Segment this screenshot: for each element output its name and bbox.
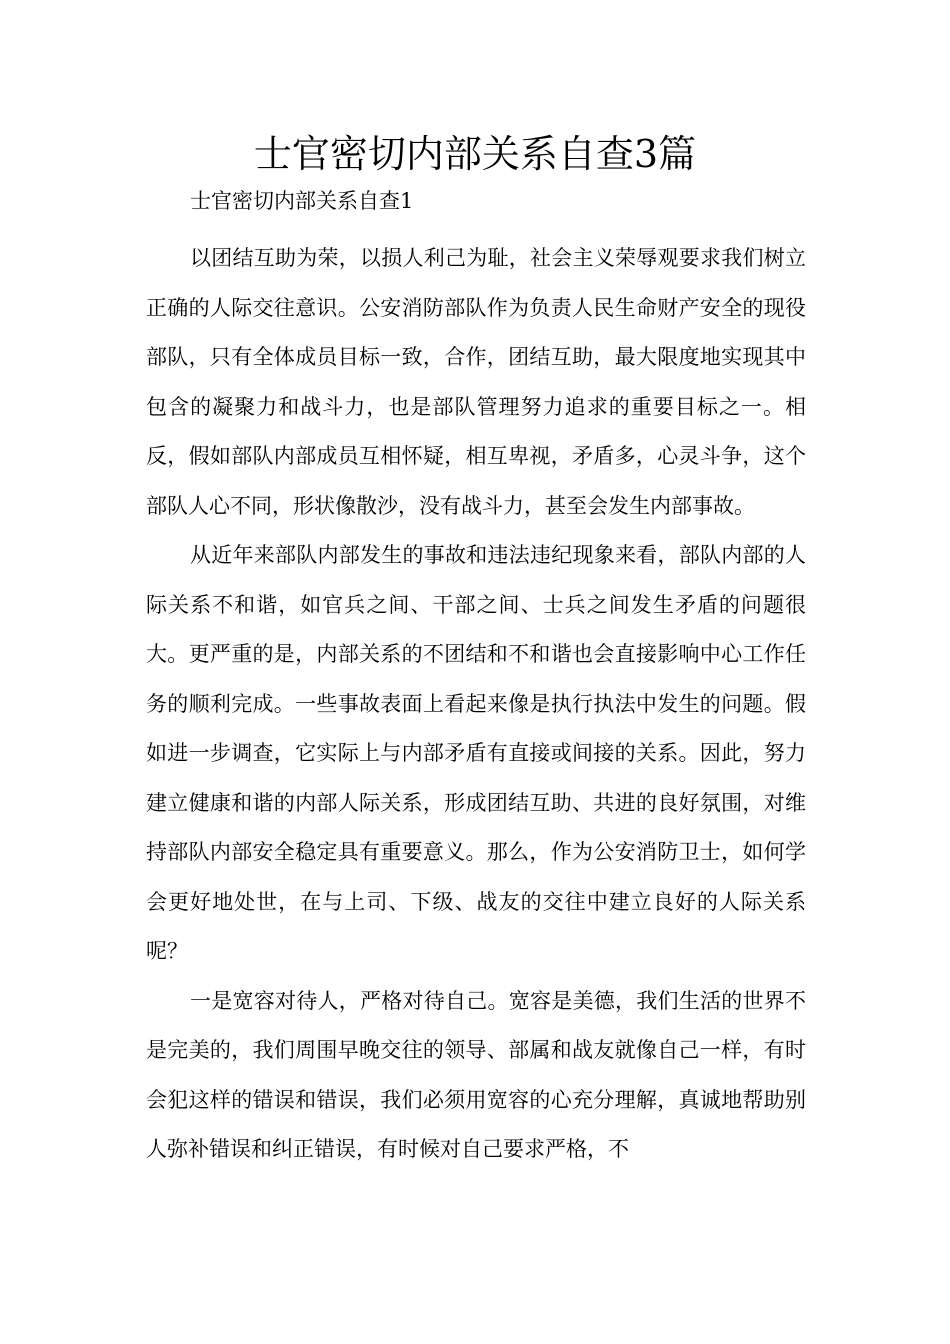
document-title: 士官密切内部关系自查3篇 <box>253 132 697 176</box>
paragraph: 一是宽容对待人，严格对待自己。宽容是美德，我们生活的世界不是完美的，我们周围早晚交往的领导、部属和战友就像自己一样，有时会犯这样的错误和错误，我们必须用宽容的心充分理解，真诚地帮助别人弥补错误和纠正错误，有时候对自己要求严格，不 <box>146 988 806 1161</box>
document-body <box>146 234 806 1175</box>
paragraph: 从近年来部队内部发生的事故和违法违纪现象来看，部队内部的人际关系不和谐，如官兵之间、干部之间、士兵之间发生矛盾的问题很大。更严重的是，内部关系的不团结和不和谐也会直接影响中心工作任务的顺利完成。一些事故表面上看起来像是执行执法中发生的问题。假如进一步调查，它实际上与内部矛盾有直接或间接的关系。因此，努力建立健康和谐的内部人际关系，形成团结互助、共进的良好氛围，对维持部队内部安全稳定具有重要意义。那么，作为公安消防卫士，如何学会更好地处世，在与上司、下级、战友的交往中建立良好的人际关系呢？ <box>146 543 806 963</box>
paragraph: 以团结互助为荣，以损人利己为耻，社会主义荣辱观要求我们树立正确的人际交往意识。公安消防部队作为负责人民生命财产安全的现役部队，只有全体成员目标一致，合作，团结互助，最大限度地实现其中包含的凝聚力和战斗力，也是部队管理努力追求的重要目标之一。相反，假如部队内部成员互相怀疑，相互卑视，矛盾多，心灵斗争，这个部队人心不同，形状像散沙，没有战斗力，甚至会发生内部事故。 <box>146 246 806 518</box>
section-heading: 士官密切内部关系自查1 <box>190 189 414 213</box>
